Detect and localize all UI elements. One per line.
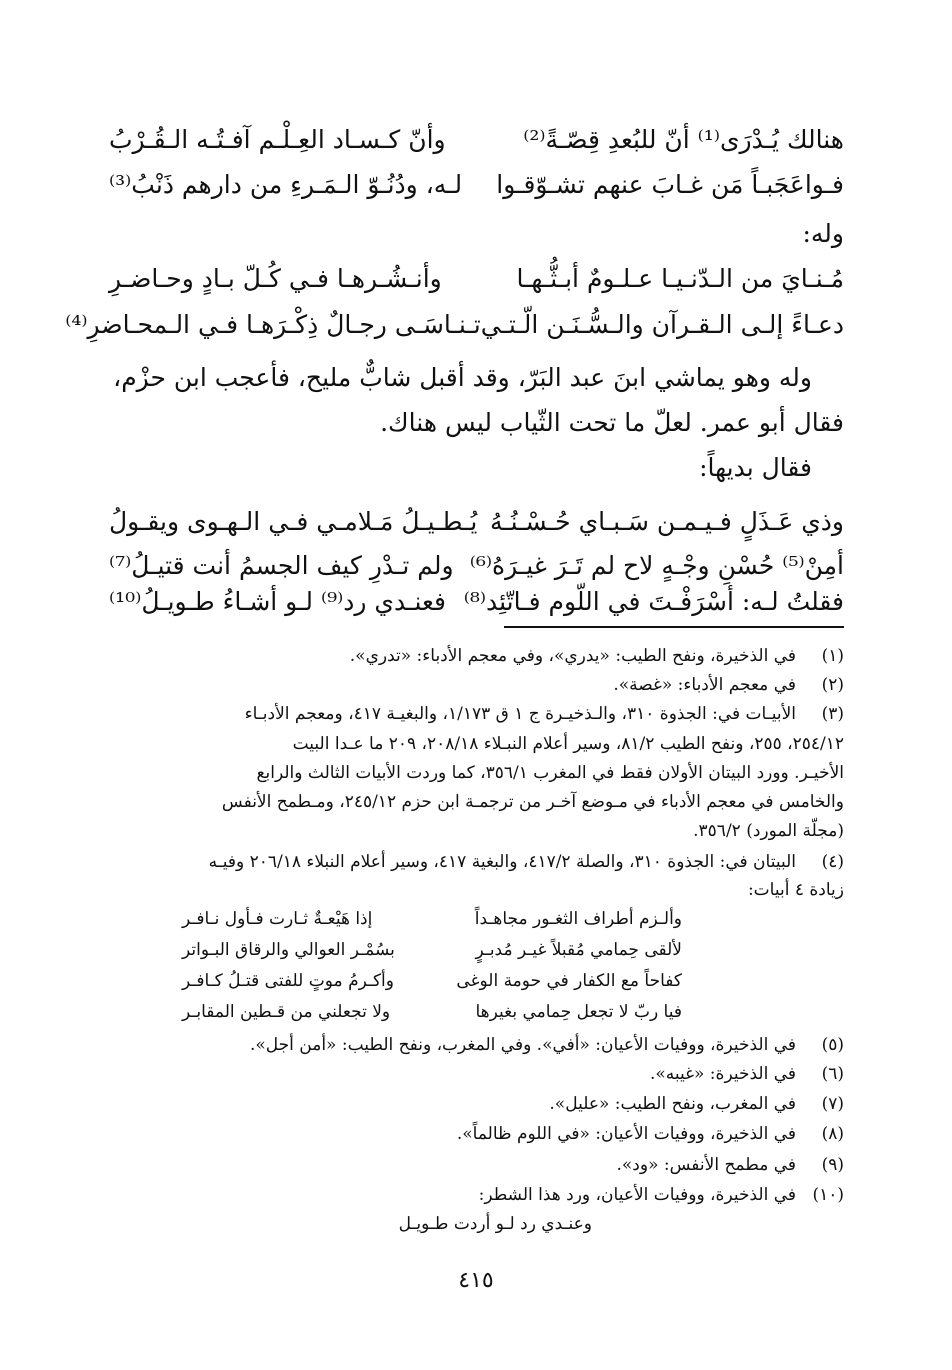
footnote-number: (٥) — [821, 1035, 844, 1055]
verse-line — [109, 500, 844, 544]
verse-second-hemistich: وأنّ كـسـاد العِـلْـم آفـتُـه الـقُـرْبُ — [109, 125, 446, 154]
footnote-number: (٤) — [821, 852, 844, 872]
footnote-text: في الذخيرة، ووفيات الأعيان: «في اللوم ظالماً». — [456, 1124, 796, 1144]
verse-first-hemistich: دعـاءً إلـى الـقـرآن والـسُّـنَـن الّـتـي — [480, 310, 844, 339]
verse-line — [109, 118, 844, 162]
footnote-number: (٢) — [821, 675, 844, 695]
footnote-divider — [504, 626, 844, 628]
verse-first-hemistich: فـواعَجَبـاً مَن غـابَ عنهم تشـوّقـوا — [496, 170, 844, 199]
footnote — [114, 671, 844, 700]
footnote — [114, 848, 844, 877]
footnote-text: في الذخيرة، ووفيات الأعيان، ورد هذا الشطر: — [478, 1185, 796, 1205]
footnote-verse — [182, 967, 682, 996]
verse-second-hemistich: بسُمْـر العوالي والرقاق البـواتر — [182, 940, 395, 960]
section-label: وله: — [802, 219, 844, 248]
footnote-text: في الذخيرة، ونفح الطيب: «يدري»، وفي معجم الأدباء: «تدري». — [349, 646, 796, 666]
verse-first-hemistich: هنالك يُـدْرَى⁽¹⁾ أنّ للبُعدِ قِصّـةً⁽²⁾ — [523, 125, 844, 154]
verse-first-hemistich: كفاحاً مع الكفار في حومة الوغى — [456, 971, 682, 991]
footnote — [114, 1031, 844, 1060]
verse-first-hemistich: فقلتُ لـه: أسْرَفْـتَ في اللّوم فـاتّئِد⁽⁸⁾ — [463, 587, 844, 616]
footnote-text: في معجم الأدباء: «غصة». — [613, 675, 796, 695]
footnote-continuation: ٢٥٤/١٢، ٢٥٥، ونفح الطيب ٨١/٢، وسير أعلام النبـلاء ٢٠٨/١٨، ٢٠٩ ما عـدا البيت — [292, 734, 844, 754]
verse-second-hemistich: إذا هَيْعـةٌ ثـارت فـأول نـافـر — [182, 909, 373, 929]
verse-second-hemistich: ولم تـدْرِ كيف الجسمُ أنت قتيـلُ⁽⁷⁾ — [109, 551, 454, 580]
footnote-continuation: والخامس في معجم الأدباء في مـوضع آخـر من ترجمـة ابن حزم ٢٤٥/١٢، ومـطمح الأنفس — [221, 792, 844, 812]
page-number: ٤١٥ — [458, 1268, 494, 1293]
footnote — [114, 1181, 844, 1210]
verse-first-hemistich: وألـزم أطراف الثغـور مجاهـداً — [474, 909, 682, 929]
verse-second-hemistich: لـه، ودُنُـوّ الـمَـرءِ من دارهم ذَنْبُ⁽³⁾ — [109, 170, 463, 199]
footnote — [114, 1060, 844, 1089]
footnote-number: (٩) — [821, 1155, 844, 1175]
footnote-number: (٨) — [821, 1124, 844, 1144]
quoted-hemistich: وعنـدي رد لـو أردت طـويـل — [398, 1214, 592, 1234]
footnote-number: (١٠) — [812, 1185, 844, 1205]
verse-first-hemistich: أمِنْ⁽⁵⁾ حُسْنِ وجْـهٍ لاح لم تَـرَ غيـرَهُ⁽⁶⁾ — [469, 551, 844, 580]
footnote — [114, 1090, 844, 1119]
footnote-text: البيتان في: الجذوة ٣١٠، والصلة ٤١٧/٢، والبغية ٤١٧، وسير أعلام النبلاء ٢٠٦/١٨ وفيـه — [208, 852, 796, 872]
verse-second-hemistich: وأكـرمُ موتٍ للفتى قتـلُ كـافـر — [182, 971, 394, 991]
section-label: فقال بديهاً: — [699, 453, 812, 482]
verse-second-hemistich: يُـطـيـلُ مَـلامـي فـي الـهـوى ويقـولُ — [109, 507, 478, 536]
footnote-text: في المغرب، ونفح الطيب: «عليل». — [549, 1094, 796, 1114]
footnote — [114, 1120, 844, 1149]
footnote-text: الأبيـات في: الجذوة ٣١٠، والـذخيـرة ج ١ ق ١/١٧٣، والبغيـة ٤١٧، ومعجم الأدبـاء — [244, 704, 796, 724]
verse-first-hemistich: لألقى حِمامي مُقبلاً غيـر مُدبـرٍ — [475, 940, 682, 960]
footnote-number: (٣) — [821, 704, 844, 724]
verse-line — [65, 303, 844, 347]
verse-line — [109, 257, 844, 301]
verse-second-hemistich: تـنـاسَـى رجـالٌ ذِكْـرَهـا فـي الـمحـاضرِ⁽⁴⁾ — [65, 310, 481, 339]
footnote — [114, 1151, 844, 1180]
footnote-continuation: زيادة ٤ أبيات: — [747, 880, 844, 900]
verse-line — [109, 163, 844, 207]
verse-second-hemistich: وأنـشُـرهـا فـي كُـلّ بـادٍ وحـاضـرِ — [109, 264, 442, 293]
footnote — [114, 642, 844, 671]
footnote — [114, 700, 844, 729]
footnote-text: في الذخيرة، ووفيات الأعيان: «أفي». وفي المغرب، ونفح الطيب: «أمن أجل». — [249, 1035, 796, 1055]
verse-second-hemistich: فعنـدي رد⁽⁹⁾ لـو أشـاءُ طـويـلُ⁽¹⁰⁾ — [109, 587, 447, 616]
footnote-verse — [182, 936, 682, 965]
footnote-continuation: الأخيـر. وورد البيتان الأولان فقط في المغرب ٣٥٦/١، كما وردت الأبيات الثالث والرابع — [256, 763, 844, 783]
footnote-number: (٦) — [821, 1064, 844, 1084]
footnote-number: (١) — [821, 646, 844, 666]
footnote-continuation: (مجلّة المورد) ٣٥٦/٢. — [693, 821, 844, 841]
verse-first-hemistich: وذي عَـذَلٍ فـيـمـن سَـبـاي حُـسْـنُـهُ — [489, 507, 844, 536]
prose-line: وله وهو يماشي ابنَ عبد البَرّ، وقد أقبل شابٌّ مليح، فأعجب ابن حزْم، — [113, 363, 812, 392]
verse-second-hemistich: ولا تجعلني من قـطين المقابـر — [182, 1002, 391, 1022]
verse-first-hemistich: مُـنـايَ من الـدّنـيـا عـلـومٌ أبـثُّـهـا — [516, 264, 844, 293]
verse-line — [109, 580, 844, 624]
footnote-verse — [182, 998, 682, 1027]
footnote-text: في الذخيرة: «غيبه». — [649, 1064, 796, 1084]
prose-line: فقال أبو عمر. لعلّ ما تحت الثّياب ليس هناك. — [380, 408, 844, 437]
footnote-number: (٧) — [821, 1094, 844, 1114]
footnote-text: في مطمح الأنفس: «ود». — [616, 1155, 796, 1175]
footnote-verse — [182, 905, 682, 934]
verse-first-hemistich: فيا ربّ لا تجعل حِمامي بغيرها — [475, 1002, 682, 1022]
